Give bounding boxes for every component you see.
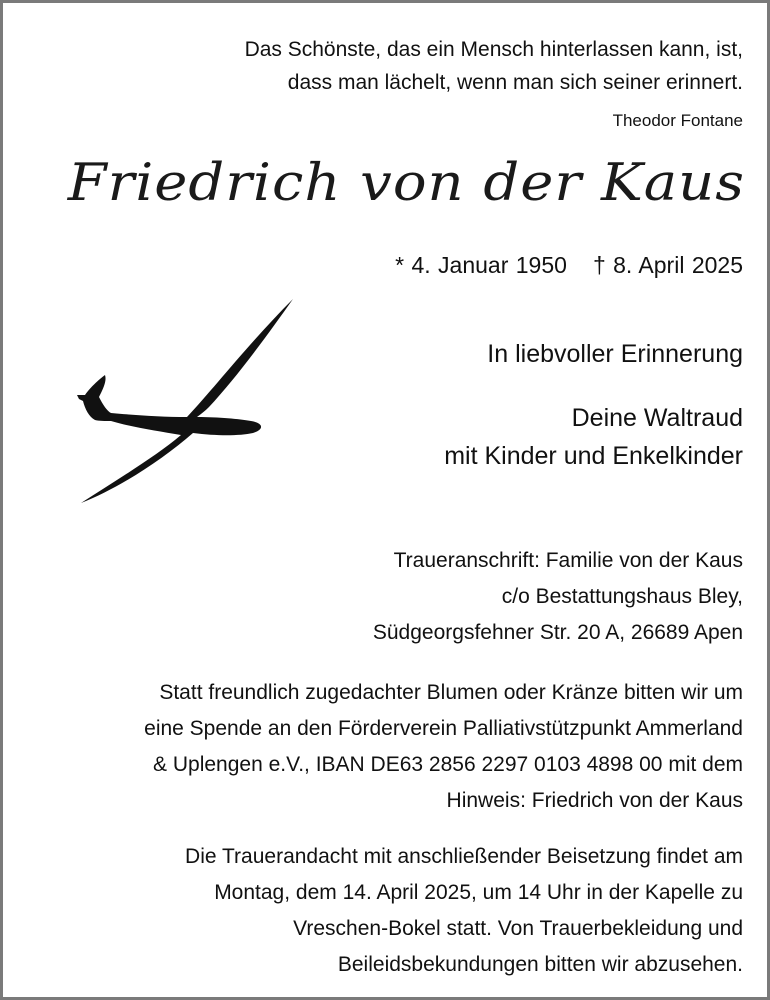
death-date: † 8. April 2025 <box>592 252 743 278</box>
service-line: Vreschen-Bokel statt. Von Trauerbekleidung und <box>293 917 743 940</box>
signatories <box>444 399 743 475</box>
donation-line: eine Spende an den Förderverein Palliativstützpunkt Ammerland <box>144 717 743 740</box>
address-line: Traueranschrift: Familie von der Kaus <box>393 549 743 572</box>
donation-notice <box>144 675 743 819</box>
donation-line: Statt freundlich zugedachter Blumen oder Kränze bitten wir um <box>159 681 743 704</box>
service-line: Montag, dem 14. April 2025, um 14 Uhr in der Kapelle zu <box>214 881 743 904</box>
deceased-name: Friedrich von der Kaus <box>67 153 745 213</box>
donation-line: & Uplengen e.V., IBAN DE63 2856 2297 0103 4898 00 mit dem <box>153 753 743 776</box>
life-dates <box>395 252 743 279</box>
service-line: Die Trauerandacht mit anschließender Beisetzung findet am <box>185 845 743 868</box>
birth-date: * 4. Januar 1950 <box>395 252 567 278</box>
quote-line: dass man lächelt, wenn man sich seiner erinnert. <box>287 71 743 94</box>
service-notice <box>185 839 743 983</box>
donation-line: Hinweis: Friedrich von der Kaus <box>446 789 743 812</box>
quote-author: Theodor Fontane <box>612 111 743 130</box>
signatory-line: mit Kinder und Enkelkinder <box>444 442 743 470</box>
glider-silhouette-icon <box>69 293 301 509</box>
service-line: Beileidsbekundungen bitten wir abzusehen. <box>337 953 743 976</box>
signatory-line: Deine Waltraud <box>571 404 743 432</box>
quote <box>245 33 743 99</box>
mourning-address <box>373 543 743 651</box>
address-line: c/o Bestattungshaus Bley, <box>501 585 743 608</box>
memory-heading: In liebvoller Erinnerung <box>487 340 743 368</box>
address-line: Südgeorgsfehner Str. 20 A, 26689 Apen <box>372 621 743 644</box>
quote-line: Das Schönste, das ein Mensch hinterlassen kann, ist, <box>244 38 743 61</box>
